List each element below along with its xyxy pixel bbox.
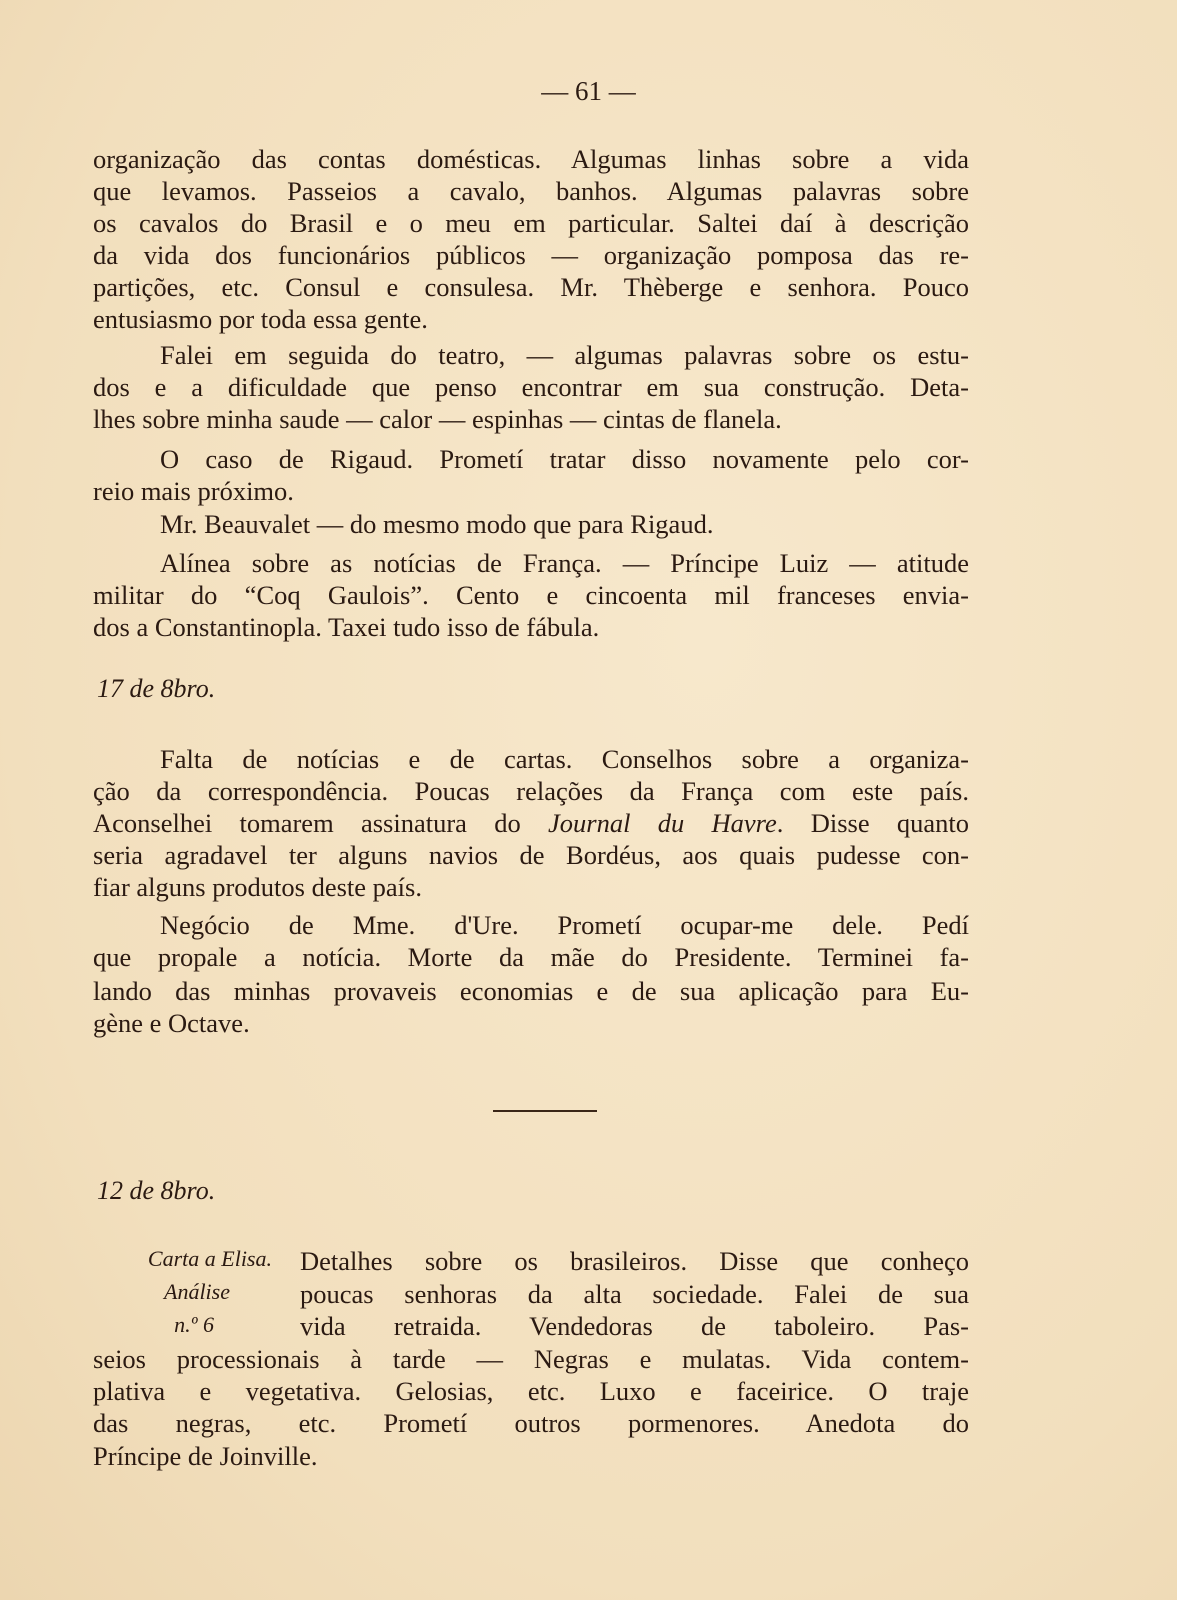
text-line: lando das minhas provaveis economias e de sua aplicação para Eu- [93, 976, 969, 1006]
text-line: Detalhes sobre os brasileiros. Disse que conheço [300, 1246, 969, 1276]
text-line: da vida dos funcionários públicos — organização pomposa das re- [93, 240, 969, 270]
page-number: — 61 — [541, 76, 636, 106]
text-line: vida retraida. Vendedoras de taboleiro. Pas- [300, 1311, 969, 1341]
text-line: entusiasmo por toda essa gente. [93, 304, 428, 334]
section-divider [493, 1110, 597, 1112]
entry-date: 12 de 8bro. [97, 1176, 216, 1205]
text-line: Negócio de Mme. d'Ure. Prometí ocupar-me dele. Pedí [160, 910, 969, 940]
text-line: das negras, etc. Prometí outros pormenores. Anedota do [93, 1408, 969, 1438]
text-line: Mr. Beauvalet — do mesmo modo que para Rigaud. [160, 509, 714, 539]
text-line: dos e a dificuldade que penso encontrar em sua construção. Deta- [93, 372, 969, 402]
margin-note: Carta a Elisa. [147, 1246, 272, 1271]
text-line: seios processionais à tarde — Negras e mulatas. Vida contem- [93, 1344, 969, 1374]
text-line: seria agradavel ter alguns navios de Bordéus, aos quais pudesse con- [93, 840, 969, 870]
text-line: fiar alguns produtos deste país. [93, 872, 422, 902]
text-line: organização das contas domésticas. Algumas linhas sobre a vida [93, 144, 969, 174]
entry-date: 17 de 8bro. [97, 674, 216, 703]
text-line: gène e Octave. [93, 1008, 250, 1038]
text-line: Falta de notícias e de cartas. Conselhos sobre a organiza- [160, 744, 969, 774]
text-line: Alínea sobre as notícias de França. — Príncipe Luiz — atitude [160, 548, 969, 578]
text-line: plativa e vegetativa. Gelosias, etc. Luxo e faceirice. O traje [93, 1376, 969, 1406]
text-line: partições, etc. Consul e consulesa. Mr. Thèberge e senhora. Pouco [93, 272, 969, 302]
text-line: que propale a notícia. Morte da mãe do Presidente. Terminei fa- [93, 942, 969, 972]
text-line: reio mais próximo. [93, 476, 294, 506]
newspaper-title: Journal du Havre [548, 808, 777, 838]
text-line: que levamos. Passeios a cavalo, banhos. Algumas palavras sobre [93, 176, 969, 206]
margin-note: n.º 6 [174, 1312, 214, 1337]
text-line: dos a Constantinopla. Taxei tudo isso de fábula. [93, 612, 600, 642]
text-line: Príncipe de Joinville. [93, 1441, 318, 1471]
text-line: ção da correspondência. Poucas relações da França com este país. [93, 776, 969, 806]
text-line: poucas senhoras da alta sociedade. Falei de sua [300, 1279, 969, 1309]
text-line: lhes sobre minha saude — calor — espinhas — cintas de flanela. [93, 404, 782, 434]
text-line: militar do “Coq Gaulois”. Cento e cincoenta mil franceses envia- [93, 580, 969, 610]
text-line: Falei em seguida do teatro, — algumas palavras sobre os estu- [160, 340, 969, 370]
text-line: os cavalos do Brasil e o meu em particular. Saltei daí à descrição [93, 208, 969, 238]
text-line: O caso de Rigaud. Prometí tratar disso novamente pelo cor- [160, 444, 969, 474]
margin-note: Análise [164, 1279, 230, 1304]
text-line: Aconselhei tomarem assinatura do Journal du Havre. Disse quanto [93, 808, 969, 838]
